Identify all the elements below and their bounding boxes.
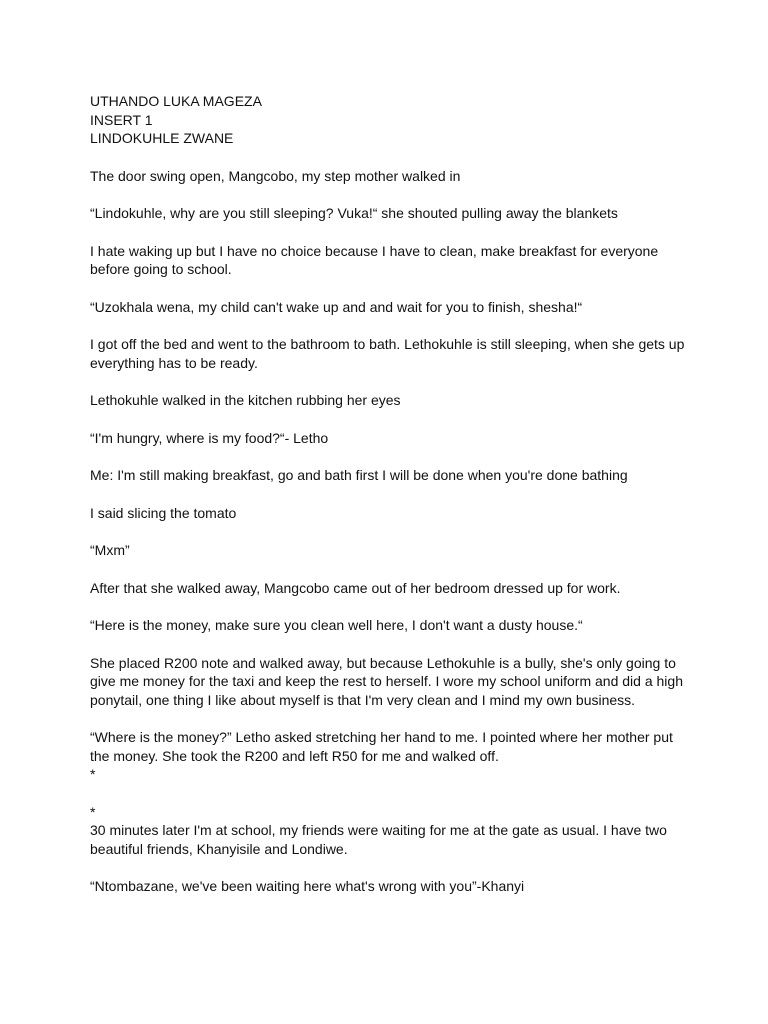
paragraph: She placed R200 note and walked away, but because Lethokuhle is a bully, she's only going to give me money for the taxi and keep the rest to herself. I wore my school uniform and did a high ponytail, one thing I like about myself is that I'm very clean and I mind my own business. xyxy=(90,654,683,708)
paragraph: “Ntombazane, we've been waiting here what's wrong with you”-Khanyi xyxy=(90,878,525,894)
paragraph: “Mxm” xyxy=(90,542,130,558)
paragraph: After that she walked away, Mangcobo came out of her bedroom dressed up for work. xyxy=(90,579,621,596)
scene-break-marker: * xyxy=(90,803,96,820)
paragraph: The door swing open, Mangcobo, my step mother walked in xyxy=(90,167,461,184)
paragraph: “I'm hungry, where is my food?“- Letho xyxy=(90,429,329,446)
paragraph: I hate waking up but I have no choice because I have to clean, make breakfast for everyone before going to school. xyxy=(90,242,659,277)
paragraph: “Lindokuhle, why are you still sleeping? Vuka!“ she shouted pulling away the blankets xyxy=(90,205,618,221)
paragraph: “Uzokhala wena, my child can't wake up and and wait for you to finish, shesha!“ xyxy=(90,298,583,315)
paragraph: I said slicing the tomato xyxy=(90,504,237,521)
scene-break-marker: * xyxy=(90,766,96,782)
paragraph: 30 minutes later I'm at school, my friends were waiting for me at the gate as usual. I have two beautiful friends, Khanyisile and Londiwe. xyxy=(90,822,667,857)
document-title: UTHANDO LUKA MAGEZA xyxy=(90,93,262,109)
document-page xyxy=(90,92,690,896)
document-author: LINDOKUHLE ZWANE xyxy=(90,130,234,146)
paragraph: “Here is the money, make sure you clean well here, I don't want a dusty house.“ xyxy=(90,617,583,633)
paragraph: I got off the bed and went to the bathroom to bath. Lethokuhle is still sleeping, when she gets up everything has to be ready. xyxy=(90,336,685,371)
document-insert-label: INSERT 1 xyxy=(90,111,153,128)
paragraph: Lethokuhle walked in the kitchen rubbing her eyes xyxy=(90,392,401,408)
paragraph: Me: I'm still making breakfast, go and bath first I will be done when you're done bathing xyxy=(90,467,628,483)
paragraph: “Where is the money?” Letho asked stretching her hand to me. I pointed where her mother put the money. She took the R200 and left R50 for me and walked off. xyxy=(90,729,673,764)
